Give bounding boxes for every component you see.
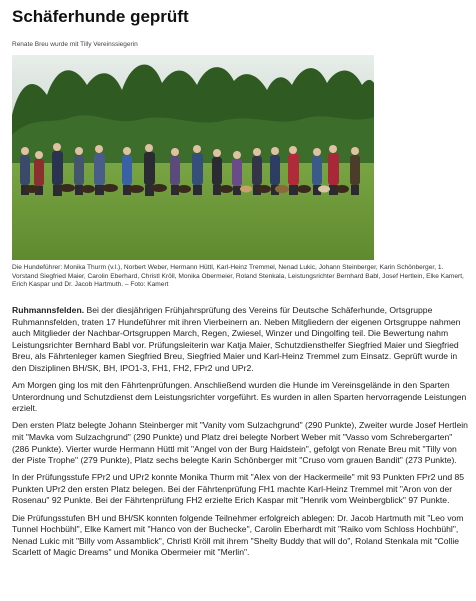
paragraph-1: [12, 305, 468, 375]
group-photo-image: [12, 55, 374, 260]
article-byline: Renate Breu wurde mit Tilly Vereinssiegerin: [12, 41, 138, 48]
paragraph-5: Die Prüfungsstufen BH und BH/SK konnten folgende Teilnehmer erfolgreich ablegen: Dr. Jacob Hartmuth mit "Leo vom Tunnel Hochbühl", Elke Kamert mit "Hanco von der Buchecke", Carolin Eberhardt mit "Raiko vom Schloss Hochbühl", Nenad Lukic mit "Billy vom Assamblick", Christl Kröll mit ihrem "Shelty Buddy that will do", Roland Stenkala mit "Collie Scarlett of Magic Dreams" und Monika Obermeier mit "Merlin".: [12, 512, 464, 558]
paragraph-1-text: Bei der diesjährigen Frühjahrsprüfung des Vereins für Deutsche Schäferhunde, Ortsgruppe Ruhmannsfelden, traten 17 Hundeführer mit ihren Vierbeinern an. Neben Mitgliedern der eigenen Ortsgruppe nahmen auch Mitglieder der Nachbar-Ortsgruppen March, Regen, Zwiesel, Winzer und Dingolfing teil. Die Bewertung nahm Leistungsrichter Bernhard Babl vor. Prüfungsleiterin war Katja Maier, Schutzdiensthelfer Siegfried Maier und Siegfried Breu, als Fährtenleger kamen Siegfried Breu, Siegfried Maier und Karl-Heinz Tremmel zum Einsatz. Geprüft wurde in den Disziplinen BH/SK, BH, IPO1-3, FH1, FH2, FPr2 und UPr2.: [12, 305, 461, 373]
article-body: [12, 305, 468, 564]
paragraph-4: In der Prüfungsstufe FPr2 und UPr2 konnte Monika Thurm mit "Alex von der Hackermeile" mit 93 Punkten FPr2 und 85 Punkten UPr2 den ersten Platz belegen. Bei der Fährtenprüfung FH1 machte Karl-Heinz Tremmel mit "Aron von der Rosenau" 92 Punkte. Bei der Fährtenprüfung FH2 erzielte Erich Kaspar mit "Henrik vom Weinbergblick" 97 Punkte.: [12, 472, 465, 506]
paragraph-2: Am Morgen ging los mit den Fährtenprüfungen. Anschließend wurden die Hunde im Vereinsgelände in den Sparten Unterordnung und Schutzdienst dem Leistungsrichter vorgeführt. Es wurden in allen Sparten hervorragende Leistungen erzielt.: [12, 380, 467, 414]
paragraph-3: Den ersten Platz belegte Johann Steinberger mit "Vanity vom Sulzachgrund" (290 Punkte), Zweiter wurde Josef Hertlein mit "Mavka vom Sulzachgrund" (290 Punkte) und Platz drei belegte Norbert Weber mit "Vasso vom Schrebergarten" (286 Punkte). Vierter wurde Hermann Hüttl mit "Angel von der Burg Haidstein", gefolgt von Renate Breu mit "Tilly von der Piste Trophe" (279 Punkte), Platz sechs belegte Karin Schönberger mit "Cruso vom grauen Bandit" (273 Punkte).: [12, 420, 468, 466]
article-title: Schäferhunde geprüft: [12, 7, 189, 26]
article-photo: [12, 55, 374, 260]
dateline: Ruhmannsfelden.: [12, 305, 85, 315]
photo-caption: Die Hundeführer: Monika Thurm (v.l.), Norbert Weber, Hermann Hüttl, Karl-Heinz Tremmel, Nenad Lukic, Johann Steinberger, Karin Schönberger, 1. Vorstand Siegfried Maier, Carolin Eberhard, Christl Kröll, Monika Obermeier, Roland Stenkala, Leistungsrichter Bernhard Babl, Josef Hertlein, Elke Kamert, Erich Kaspar und Dr. Jacob Hartmuth. – Foto: Kamert: [12, 264, 464, 289]
